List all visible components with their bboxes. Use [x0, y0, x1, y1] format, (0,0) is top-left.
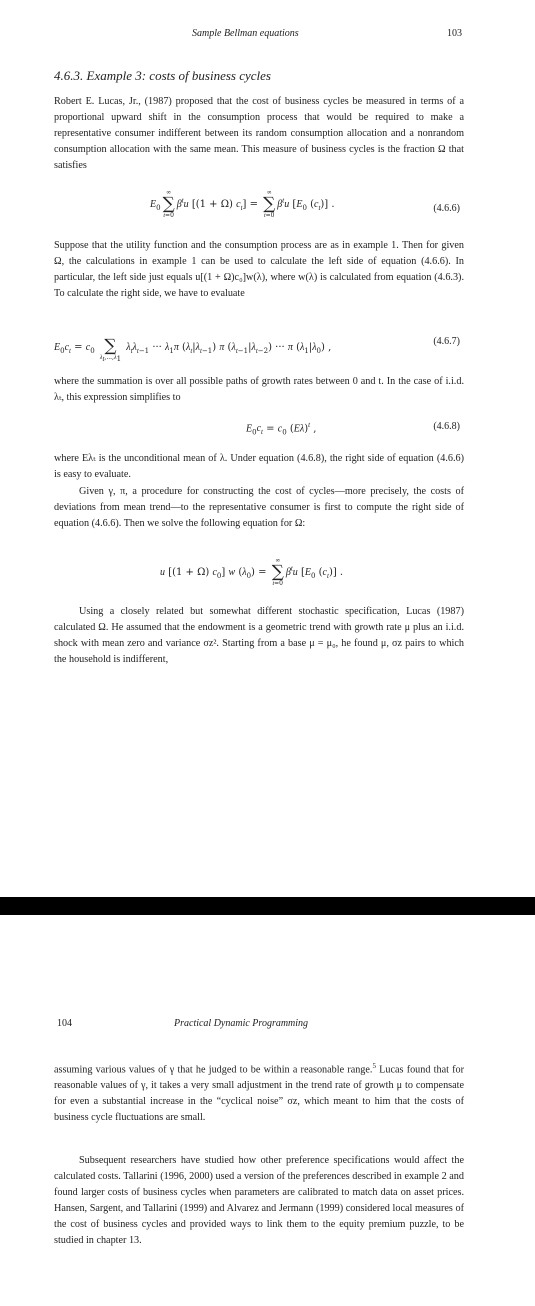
- page-number: 104: [57, 1018, 72, 1029]
- section-title: 4.6.3. Example 3: costs of business cycles: [54, 68, 271, 83]
- footnote-marker[interactable]: 5: [372, 1062, 376, 1070]
- page-separator: [0, 897, 535, 915]
- paragraph-lucas-1987: Using a closely related but somewhat different stochastic specification, Lucas (1987) calculated Ω. He assumed that the endowment is a geometric trend with growth rate μ plus an i.i.d. shock with mean zero and variance σz². Starting from a base μ = μ₀, he found μ, σz pairs to which the household is indifferent,: [54, 606, 464, 665]
- equation-4-6-6: $E_0$ ∞ ∑ t=0 $\beta^tu$ [(1 + Ω) $c_t$] = ∞ ∑ t=0 $\beta^tu$ [$E_0$ $(c_t)$] .: [150, 189, 335, 219]
- paragraph-subsequent-research: Subsequent researchers have studied how other preference specifications would affect the calculated costs. Tallarini (1996, 2000) used a version of the preferences described in example 2 and found larger costs of business cycles when parameters are calibrated to match data on asset prices. Hansen, Sargent, and Tallarini (1999) and Alvarez and Jermann (1999) considered local measures of the cost of business cycles and provided ways to link them to the equity premium puzzle, to be studied in chapter 13.: [54, 1155, 464, 1246]
- paragraph-lucas-proposal: Robert E. Lucas, Jr., (1987) proposed that the cost of business cycles be measured in terms of a proportional upward shift in the consumption process that would be required to make a representative consumer indifferent between its random consumption allocation and a nonrandom consumption allocation with the same mean. This measure of business cycles is the fraction Ω that satisfies: [54, 96, 464, 171]
- running-head: Sample Bellman equations: [192, 28, 299, 39]
- equation-4-6-7: $E_0c_t = c_0$ ∑ $\lambda_t,...,\lambda_1$ $\lambda_t\lambda_{t-1}$ ··· $\lambda_1\pi$ $(\lambda_t|\lambda_{t-1})$ π $(\lambda_{t-1}|\lambda_{t-2})$ ··· π $(\lambda_1|\lambda_0)$ ,: [54, 336, 332, 364]
- paragraph-lucas-findings: [54, 1058, 464, 1126]
- equation-number-4-6-6: (4.6.6): [433, 203, 460, 214]
- page-104: [0, 915, 535, 1306]
- equation-number-4-6-7: (4.6.7): [433, 336, 460, 347]
- equation-4-6-8: $E_0c_t = c_0$ $(E\lambda)^t$ ,: [246, 421, 317, 437]
- paragraph-procedure: Given γ, π, a procedure for constructing the cost of cycles—more precisely, the costs of deviations from mean trend—to the representative consumer is first to compute the right side of equation (4.6.6). Then we solve the following equation for Ω:: [54, 486, 464, 529]
- paragraph-text-after-footnote: Lucas found that for reasonable values of γ, it takes a very small adjustment in the trend rate of growth μ to compensate for even a substantial increase in the “cyclical noise” σz, which meant to him that the costs of business cycle fluctuations are small.: [54, 1064, 465, 1124]
- paragraph-summation-paths: where the summation is over all possible paths of growth rates between 0 and t. In the case of i.i.d. λₜ, this expression simplifies to: [54, 376, 464, 403]
- paragraph-utility-function: Suppose that the utility function and the consumption process are as in example 1. Then for given Ω, the calculations in example 1 can be used to calculate the left side of equation (4.6.6). In particular, the left side just equals u[(1 + Ω)c₀]w(λ), where w(λ) is calculated from equation (4.6.3). To calculate the right side, we have to evaluate: [54, 240, 464, 299]
- paragraph-text-before-footnote: assuming various values of γ that he judged to be within a reasonable range.: [54, 1064, 373, 1076]
- equation-number-4-6-8: (4.6.8): [433, 421, 460, 432]
- paragraph-unconditional-mean: where Eλₜ is the unconditional mean of λ. Under equation (4.6.8), the right side of equation (4.6.6) is easy to evaluate.: [54, 453, 464, 480]
- page-number: 103: [447, 28, 462, 39]
- running-head: Practical Dynamic Programming: [174, 1018, 309, 1029]
- equation-omega: u [(1 + Ω) $c_0$] w $(\lambda_0)$ = ∞ ∑ t=0 $\beta^tu$ [$E_0$ $(c_t)$] .: [160, 557, 344, 587]
